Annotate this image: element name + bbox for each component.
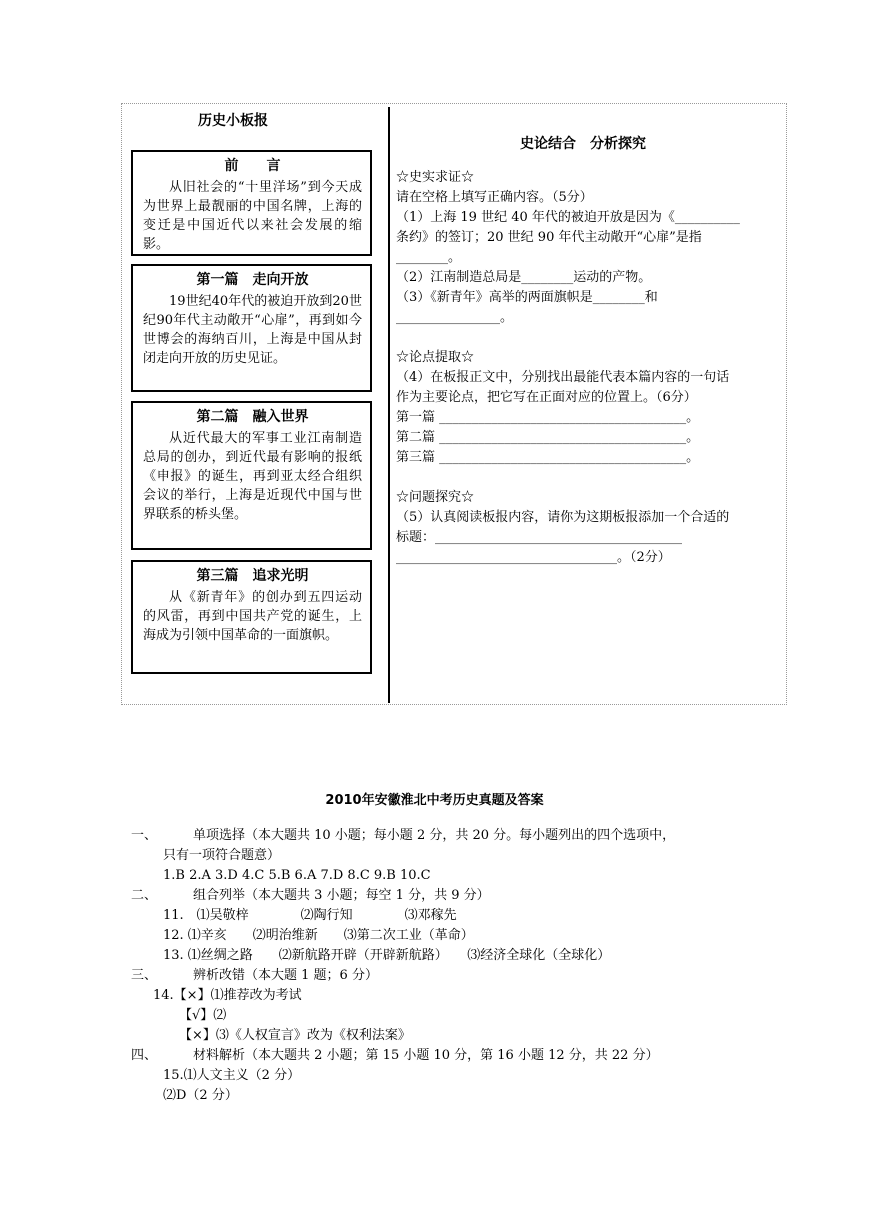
section-number: 三、	[131, 968, 158, 983]
answer-line: 12. ⑴辛亥 ⑵明治维新 ⑶第二次工业（革命）	[163, 928, 474, 943]
part2-box	[131, 401, 372, 550]
question-spacer	[396, 468, 782, 488]
question-line: （4）在板报正文中，分别找出最能代表本篇内容的一句话	[396, 370, 730, 385]
section-number: 一、	[131, 828, 158, 843]
part3-text: 从《新青年》的创办到五四运动的风雷，再到中国共产党的诞生，上海成为引领中国革命的一面旗帜。	[143, 590, 362, 643]
answers-body	[131, 826, 831, 1106]
question-line: ________。	[396, 250, 462, 265]
section-number: 二、	[131, 888, 158, 903]
question-line: 标题：______________________________________	[396, 530, 683, 545]
preface-heading: 前 言	[224, 158, 281, 174]
answer-line: 14.【×】⑴推荐改为考试	[153, 988, 302, 1003]
question-line: （1）上海 19 世纪 40 年代的被迫开放是因为《__________	[396, 210, 740, 225]
column-divider	[388, 107, 390, 703]
part3-box	[131, 560, 372, 674]
question-line: __________________________________。（2分）	[396, 550, 671, 565]
question-line: 请在空格上填写正确内容。（5分）	[396, 190, 593, 205]
question-line: （3）《新青年》高举的两面旗帜是________和	[396, 290, 658, 305]
question-line: 条约》的签订；20 世纪 90 年代主动敞开“心扉”是指	[396, 230, 702, 245]
preface-text: 从旧社会的“十里洋场”到今天成为世界上最靓丽的中国名牌，上海的变迁是中国近代以来社会发展的缩影。	[143, 180, 362, 252]
answer-line: 13. ⑴丝绸之路 ⑵新航路开辟（开辟新航路） ⑶经济全球化（全球化）	[163, 948, 611, 963]
part1-heading: 第一篇 走向开放	[196, 272, 309, 288]
question-line: 第一篇 ______________________________________。	[396, 410, 700, 425]
question-line: ☆史实求证☆	[396, 170, 475, 185]
section-text: 单项选择（本大题共 10 小题；每小题 2 分，共 20 分。每小题列出的四个选项中，	[193, 828, 676, 843]
answer-line: 11. ⑴吴敬梓 ⑵陶行知 ⑶邓稼先	[163, 908, 457, 923]
answer-line: ⑵D（2 分）	[163, 1088, 238, 1103]
answer-line: 15.⑴人文主义（2 分）	[163, 1068, 301, 1083]
answers-title: 2010年安徽淮北中考历史真题及答案	[325, 793, 544, 808]
question-line: （5）认真阅读板报内容，请你为这期板报添加一个合适的	[396, 510, 730, 525]
question-line: 第二篇 ______________________________________。	[396, 430, 700, 445]
section-text: 组合列举（本大题共 3 小题；每空 1 分，共 9 分）	[193, 888, 490, 903]
answer-line: 【×】⑶《人权宣言》改为《权利法案》	[179, 1028, 411, 1043]
answer-line: 【√】⑵	[179, 1008, 227, 1023]
question-line: 第三篇 ______________________________________。	[396, 450, 700, 465]
questions-body	[396, 168, 782, 568]
question-line: （2）江南制造总局是________运动的产物。	[396, 270, 652, 285]
questions-title: 史论结合 分析探究	[520, 136, 646, 152]
part2-heading: 第二篇 融入世界	[196, 409, 309, 425]
question-line: ☆问题探究☆	[396, 490, 475, 505]
part1-text: 19世纪40年代的被迫开放到20世纪90年代主动敞开“心扉”，再到如今世博会的海纳百川，上海是中国从封闭走向开放的历史见证。	[143, 294, 362, 366]
section-text: 只有一项符合题意）	[163, 848, 281, 863]
question-spacer	[396, 328, 782, 348]
part3-heading: 第三篇 追求光明	[196, 568, 309, 584]
question-line: ☆论点提取☆	[396, 350, 475, 365]
answer-line: 1.B 2.A 3.D 4.C 5.B 6.A 7.D 8.C 9.B 10.C	[163, 868, 431, 883]
part1-box	[131, 264, 372, 392]
preface-box	[131, 150, 372, 256]
part2-text: 从近代最大的军事工业江南制造总局的创办，到近代最有影响的报纸《申报》的诞生，再到亚太经合组织会议的举行，上海是近现代中国与世界联系的桥头堡。	[143, 431, 362, 522]
board-title: 历史小板报	[198, 113, 268, 129]
section-text: 辨析改错（本大题 1 题；6 分）	[193, 968, 378, 983]
section-number: 四、	[131, 1048, 158, 1063]
question-line: 作为主要论点，把它写在正面对应的位置上。（6分）	[396, 390, 697, 405]
question-line: ________________。	[396, 310, 514, 325]
section-text: 材料解析（本大题共 2 小题；第 15 小题 10 分，第 16 小题 12 分，共 22 分）	[193, 1048, 659, 1063]
